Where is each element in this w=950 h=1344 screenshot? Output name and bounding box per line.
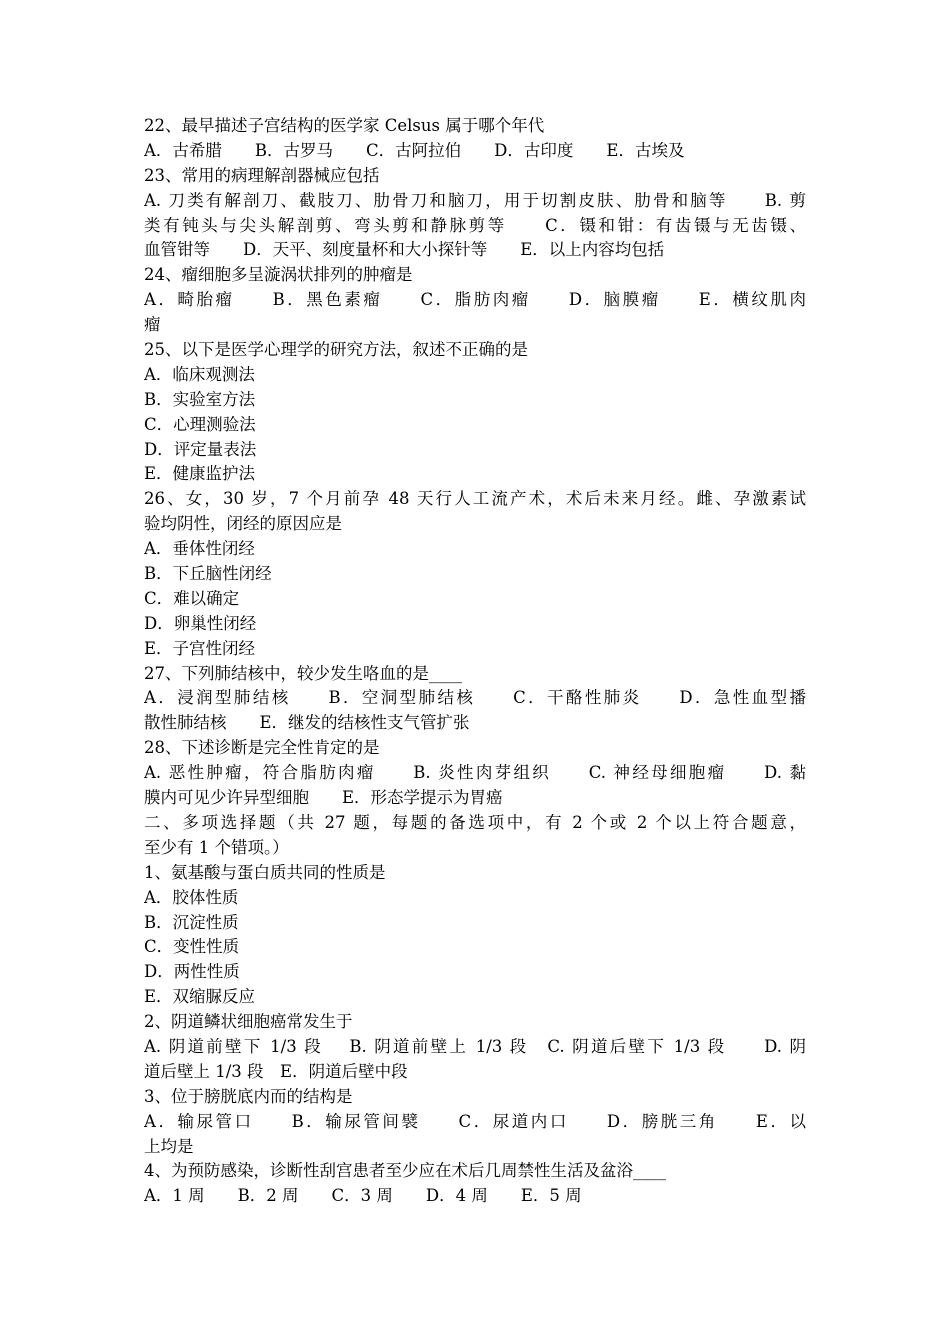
text-line: E．双缩脲反应	[144, 987, 256, 1007]
text-line: E．子宫性闭经	[144, 638, 256, 658]
text-line: 25、以下是医学心理学的研究方法，叙述不正确的是	[144, 340, 528, 360]
text-line: 27、下列肺结核中，较少发生咯血的是____	[144, 663, 462, 683]
text-line: E．健康监护法	[144, 464, 256, 484]
text-line: A. 刀类有解剖刀、截肢刀、肋骨刀和脑刀，用于切割皮肤、肋骨和脑等 B. 剪	[144, 190, 806, 210]
text-line: 至少有 1 个错项。）	[144, 837, 289, 857]
text-line: A．浸润型肺结核 B．空洞型肺结核 C．干酪性肺炎 D．急性血型播	[144, 688, 806, 708]
text-line: C．难以确定	[144, 588, 240, 608]
text-line: 二、多项选择题（共 27 题，每题的备选项中，有 2 个或 2 个以上符合题意，	[144, 812, 806, 832]
text-line: 4、为预防感染，诊断性刮宫患者至少应在术后几周禁性生活及盆浴____	[144, 1161, 666, 1181]
text-line: 类有钝头与尖头解剖剪、弯头剪和静脉剪等 C．镊和钳：有齿镊与无齿镊、	[144, 215, 806, 235]
text-line: D．卵巢性闭经	[144, 613, 257, 633]
text-line: 23、常用的病理解剖器械应包括	[144, 165, 380, 185]
text-line: D．评定量表法	[144, 439, 257, 459]
text-line: A．垂体性闭经	[144, 539, 255, 559]
text-line: 瘤	[144, 315, 161, 335]
text-line: A．临床观测法	[144, 364, 255, 384]
text-line: C．心理测验法	[144, 414, 256, 434]
text-line: 2、阴道鳞状细胞癌常发生于	[144, 1012, 353, 1032]
text-line: 膜内可见少许异型细胞 E．形态学提示为胃癌	[144, 788, 503, 808]
text-line: 上均是	[144, 1136, 194, 1156]
text-line: 28、下述诊断是完全性肯定的是	[144, 738, 380, 758]
text-line: 散性肺结核 E．继发的结核性支气管扩张	[144, 713, 470, 733]
text-line: B．沉淀性质	[144, 912, 239, 932]
text-line: D．两性性质	[144, 962, 240, 982]
text-line: A．胶体性质	[144, 887, 239, 907]
text-line: A. 恶性肿瘤，符合脂肪肉瘤 B. 炎性肉芽组织 C. 神经母细胞瘤 D. 黏	[144, 763, 806, 783]
text-line: 22、最早描述子宫结构的医学家 Celsus 属于哪个年代	[144, 116, 545, 135]
text-line: 26、女，30 岁，7 个月前孕 48 天行人工流产术，术后未来月经。雌、孕激素试	[144, 489, 806, 509]
text-line: A．1 周 B．2 周 C．3 周 D．4 周 E．5 周	[144, 1186, 582, 1206]
text-line: 24、瘤细胞多呈漩涡状排列的肿瘤是	[144, 265, 413, 285]
text-line: 1、氨基酸与蛋白质共同的性质是	[144, 862, 386, 882]
text-line: A．古希腊 B．古罗马 C．古阿拉伯 D．古印度 E．古埃及	[144, 140, 685, 160]
text-line: A．畸胎瘤 B．黑色素瘤 C．脂肪肉瘤 D．脑膜瘤 E．横纹肌肉	[144, 290, 806, 310]
text-line: C．变性性质	[144, 937, 240, 957]
text-line: A. 阴道前壁下 1/3 段 B. 阴道前壁上 1/3 段 C. 阴道后壁下 1/3 段 D. 阴	[144, 1036, 806, 1056]
text-line: B．实验室方法	[144, 389, 256, 409]
text-line: 验均阴性，闭经的原因应是	[144, 514, 342, 534]
text-line: 3、位于膀胱底内而的结构是	[144, 1086, 353, 1106]
text-line: B．下丘脑性闭经	[144, 564, 272, 584]
text-line: 道后壁上 1/3 段 E．阴道后壁中段	[144, 1061, 408, 1081]
text-line: 血管钳等 D．天平、刻度量杯和大小探针等 E．以上内容均包括	[144, 240, 665, 260]
text-line: A．输尿管口 B．输尿管间襞 C．尿道内口 D．膀胱三角 E．以	[144, 1111, 806, 1131]
